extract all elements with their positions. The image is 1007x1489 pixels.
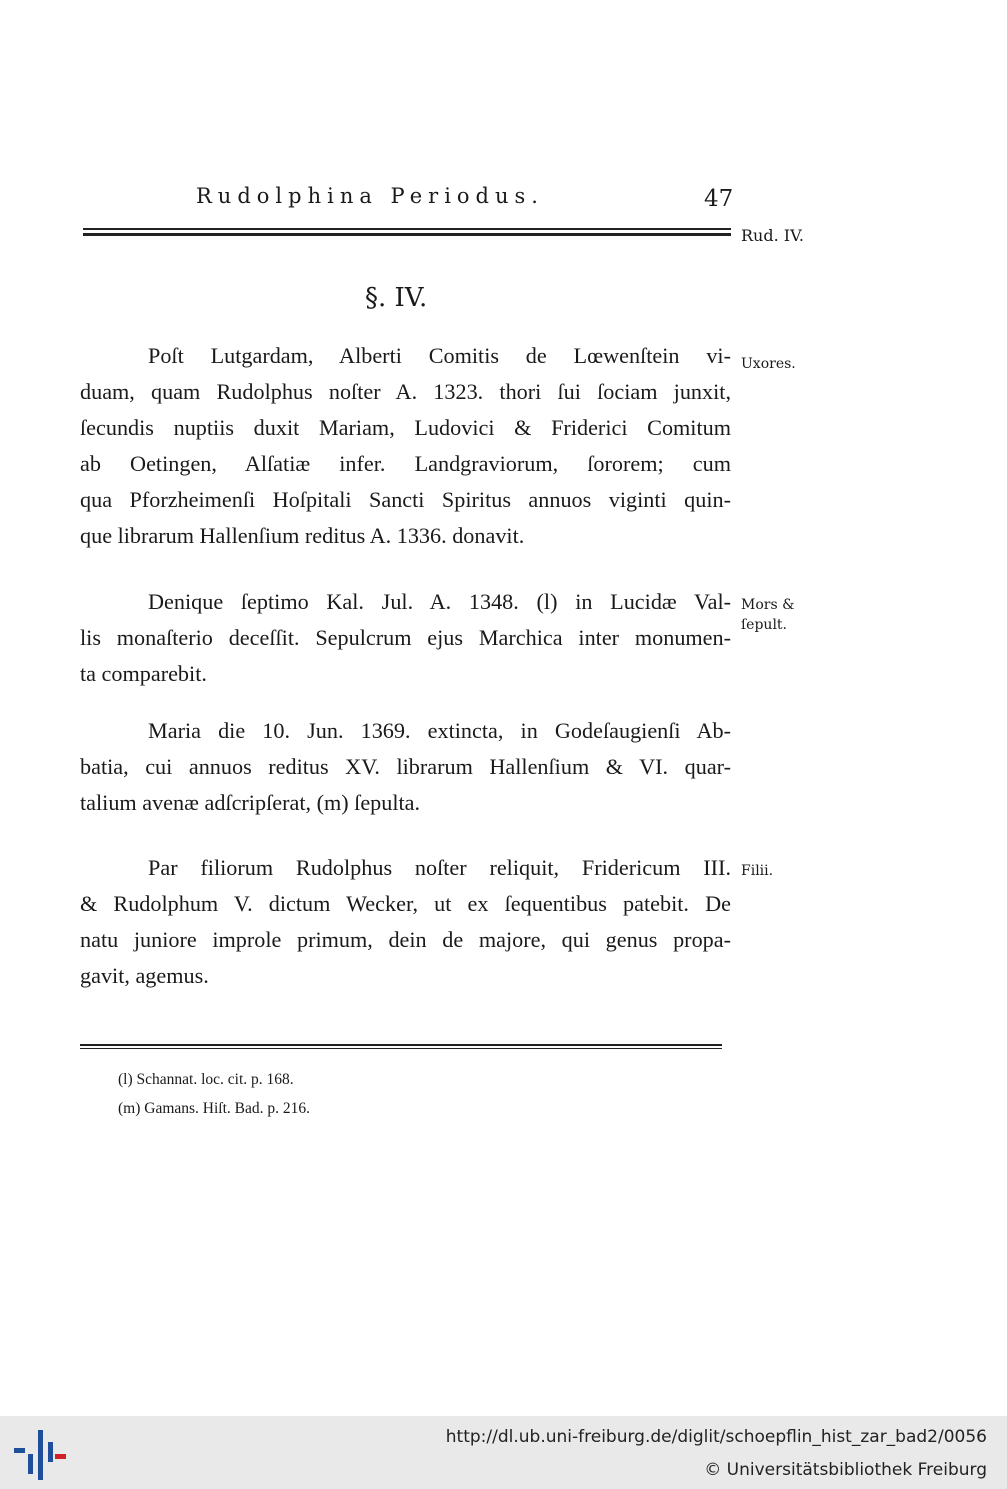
- text-line: gavit, agemus.: [80, 963, 209, 988]
- paragraph-2: [80, 584, 731, 692]
- paragraph-4: [80, 850, 731, 994]
- paragraph-1: [80, 338, 731, 554]
- text-line: duam, quam Rudolphus noſter A. 1323. thori ſui ſociam junxit,: [80, 379, 731, 404]
- text-line: batia, cui annuos reditus XV. librarum Hallenſium & VI. quar-: [80, 754, 731, 779]
- text-line: que librarum Hallenſium reditus A. 1336. donavit.: [80, 523, 525, 548]
- text-line: Poſt Lutgardam, Alberti Comitis de Lœwenſtein vi-: [148, 343, 731, 368]
- margin-note-uxores: Uxores.: [741, 356, 796, 372]
- footnote-rule-top: [80, 1044, 722, 1046]
- text-line: Maria die 10. Jun. 1369. extincta, in Godeſaugienſi Ab-: [148, 718, 731, 743]
- margin-note-mors-2: ſepult.: [741, 617, 787, 633]
- ub-freiburg-logo-icon: [14, 1428, 66, 1480]
- margin-note-mors-1: Mors &: [741, 597, 795, 613]
- text-line: ta comparebit.: [80, 661, 207, 686]
- footer-url-link[interactable]: http://dl.ub.uni-freiburg.de/diglit/schoepflin_hist_zar_bad2/0056: [445, 1427, 987, 1447]
- text-line: talium avenæ adſcripſerat, (m) ſepulta.: [80, 790, 421, 815]
- header-rule-top: [83, 228, 731, 230]
- header-rule-bottom: [83, 233, 731, 236]
- text-line: ab Oetingen, Alſatiæ infer. Landgraviorum, ſororem; cum: [80, 451, 731, 476]
- text-line: Par filiorum Rudolphus noſter reliquit, Fridericum III.: [148, 855, 731, 880]
- footnote-l: (l) Schannat. loc. cit. p. 168.: [118, 1071, 294, 1088]
- margin-note-filii: Filii.: [741, 863, 774, 879]
- running-header-title: Rudolphina Periodus.: [196, 184, 544, 208]
- text-line: & Rudolphum V. dictum Wecker, ut ex ſequentibus patebit. De: [80, 891, 731, 916]
- page-number: 47: [704, 186, 734, 212]
- footnote-m: (m) Gamans. Hiſt. Bad. p. 216.: [118, 1100, 311, 1117]
- text-line: ſecundis nuptiis duxit Mariam, Ludovici & Friderici Comitum: [80, 415, 731, 440]
- footer-copyright: © Universitätsbibliothek Freiburg: [704, 1460, 987, 1480]
- text-line: lis monaſterio deceſſit. Sepulcrum ejus Marchica inter monumen-: [80, 625, 731, 650]
- paragraph-3: [80, 713, 731, 821]
- text-line: natu juniore improle primum, dein de majore, qui genus propa-: [80, 927, 731, 952]
- text-line: Denique ſeptimo Kal. Jul. A. 1348. (l) in Lucidæ Val-: [148, 589, 731, 614]
- section-heading: §. IV.: [365, 283, 428, 313]
- footnote-rule-bottom: [80, 1048, 722, 1049]
- margin-note-running: Rud. IV.: [741, 226, 804, 245]
- text-line: qua Pforzheimenſi Hoſpitali Sancti Spiritus annuos viginti quin-: [80, 487, 731, 512]
